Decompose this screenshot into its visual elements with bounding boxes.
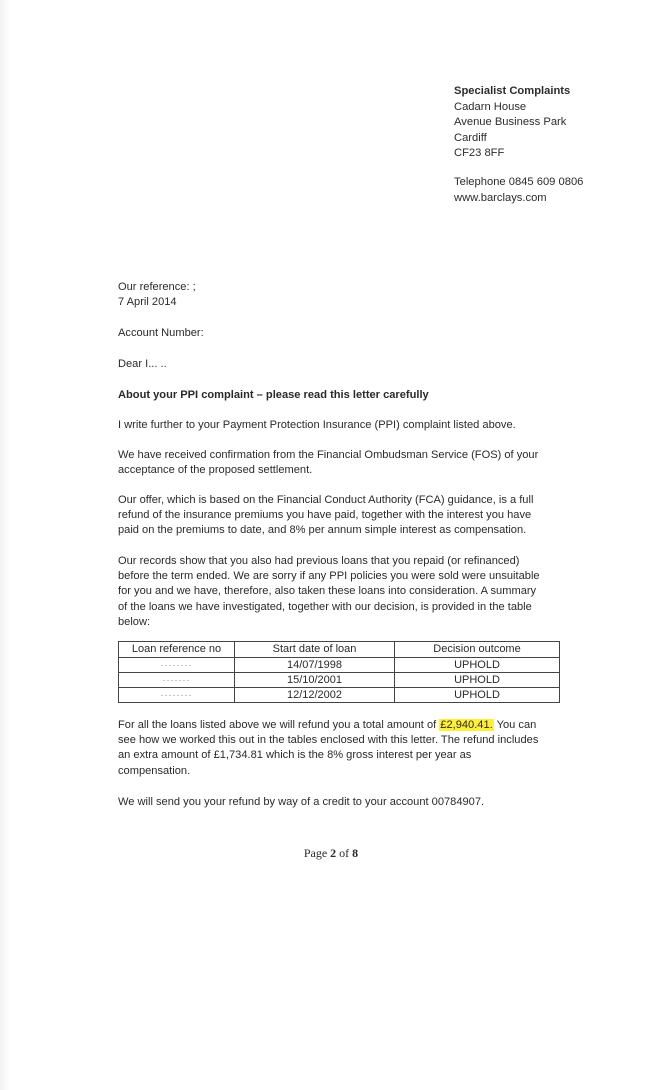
loan-start-date: 12/12/2002 bbox=[235, 688, 395, 703]
paragraph-1: I write further to your Payment Protection Insurance (PPI) complaint listed above. bbox=[118, 419, 516, 431]
sender-address-block bbox=[454, 84, 570, 162]
website: www.barclays.com bbox=[454, 191, 547, 204]
header-loan-reference: Loan reference no bbox=[119, 642, 235, 658]
address-line: Avenue Business Park bbox=[454, 116, 567, 129]
paragraph-2: We have received confirmation from the Financial Ombudsman Service (FOS) of your acceptance of the proposed settlement. bbox=[118, 449, 539, 477]
reference-block bbox=[118, 280, 578, 310]
our-reference: Our reference: ; bbox=[118, 281, 196, 293]
decision-outcome: UPHOLD bbox=[395, 688, 560, 703]
loan-start-date: 15/10/2001 bbox=[235, 673, 395, 688]
address-line: Cadarn House bbox=[454, 100, 527, 113]
telephone: Telephone 0845 609 0806 bbox=[454, 176, 584, 188]
loan-reference-redacted: -------- bbox=[119, 658, 235, 673]
paragraph-3: Our offer, which is based on the Financial Conduct Authority (FCA) guidance, is a full refund of the insurance premiums you have paid, together with the interest you have paid on the premiums to date, and 8% per annum simple interest as compensation. bbox=[118, 494, 534, 537]
table-row bbox=[119, 673, 560, 688]
paragraph-5: For all the loans listed above we will refund you a total amount of £2,940.41. You can see how we worked this out in the tables enclosed with this letter. The refund includes an extra amount of £1,734.81 which is the 8% gross interest per year as compensation. bbox=[118, 719, 539, 777]
refund-total-highlight: £2,940.41. bbox=[440, 719, 493, 731]
loan-reference-redacted: ------- bbox=[119, 673, 235, 688]
loan-table bbox=[118, 641, 560, 703]
paragraph-6: We will send you your refund by way of a credit to your account 00784907. bbox=[118, 796, 485, 808]
loan-start-date: 14/07/1998 bbox=[235, 658, 395, 673]
letter-subject: About your PPI complaint – please read this letter carefully bbox=[118, 389, 429, 401]
decision-outcome: UPHOLD bbox=[395, 673, 560, 688]
sender-department: Specialist Complaints bbox=[454, 85, 571, 97]
address-line: Cardiff bbox=[454, 131, 487, 144]
sender-contact-block bbox=[454, 175, 583, 206]
table-header-row bbox=[119, 642, 560, 658]
table-row bbox=[119, 688, 560, 703]
loan-reference-redacted: -------- bbox=[119, 688, 235, 703]
table-row bbox=[119, 658, 560, 673]
salutation: Dear I... .. bbox=[118, 358, 167, 370]
scan-edge bbox=[0, 0, 10, 1090]
letter-date: 7 April 2014 bbox=[118, 296, 177, 309]
decision-outcome: UPHOLD bbox=[395, 658, 560, 673]
header-start-date: Start date of loan bbox=[235, 642, 395, 658]
account-number: Account Number: bbox=[118, 327, 204, 339]
paragraph-4: Our records show that you also had previous loans that you repaid (or refinanced) before the term ended. We are sorry if any PPI policies you were sold were unsuitable for you and we have, therefore, also taken these loans into consideration. A summary of the loans we have investigated, together with our decision, is provided in the table below: bbox=[118, 555, 540, 628]
header-decision-outcome: Decision outcome bbox=[395, 642, 560, 658]
address-line: CF23 8FF bbox=[454, 147, 505, 160]
page-number: Page 2 of 8 bbox=[303, 846, 359, 860]
